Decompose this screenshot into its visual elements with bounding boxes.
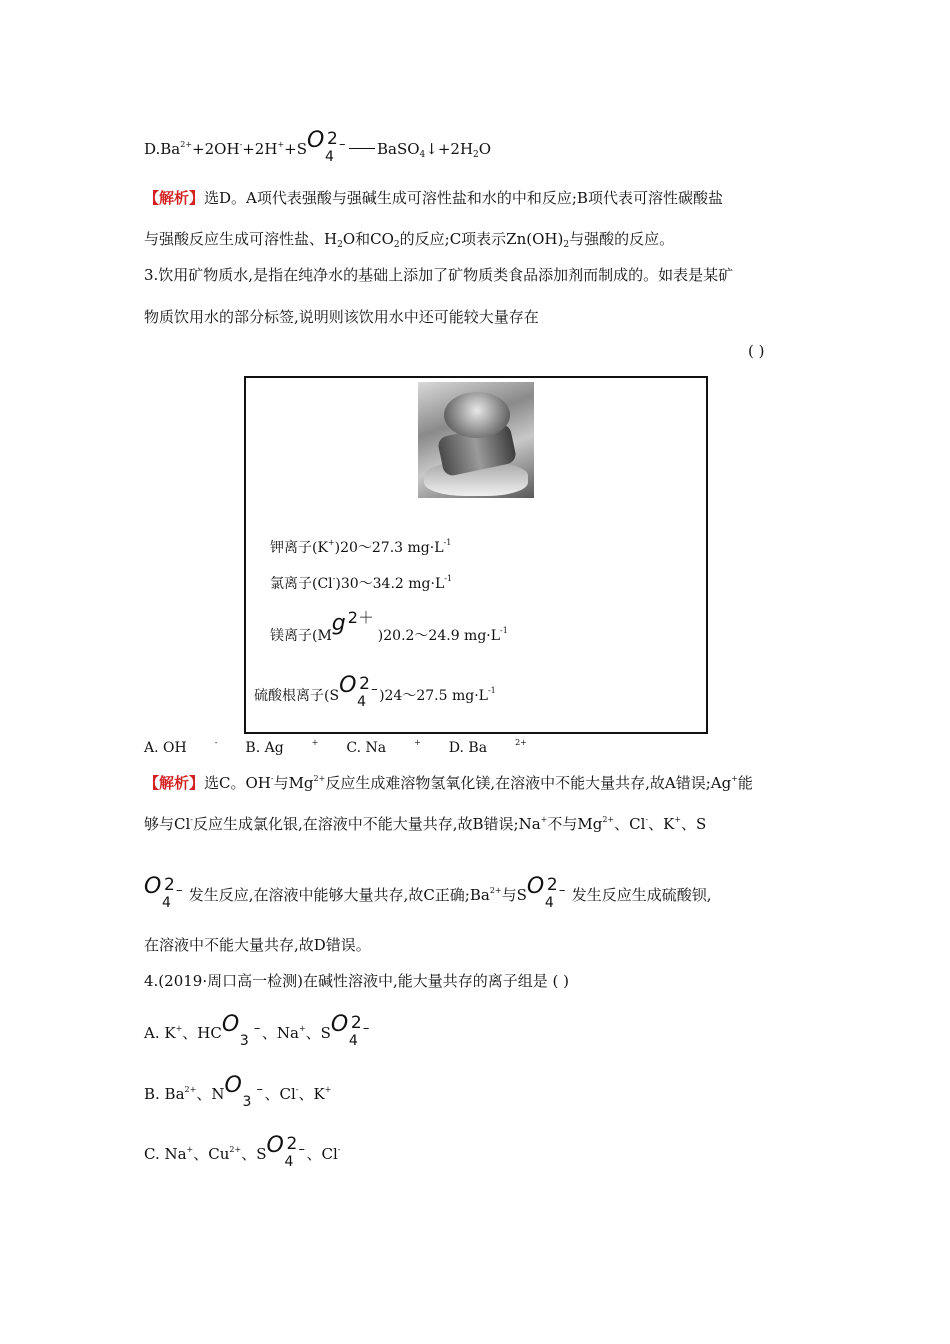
- text: 与强酸反应生成可溶性盐、H: [144, 230, 338, 248]
- text: )20.2～24.9 mg·L: [377, 628, 501, 644]
- text: 、S: [305, 1024, 331, 1042]
- text: 、Cl: [306, 1145, 338, 1163]
- text: 、K: [298, 1085, 325, 1103]
- text: 反应生成难溶物氢氧化镁,在溶液中不能大量共存,故A错误;Ag: [325, 774, 732, 792]
- text: O和CO: [342, 230, 394, 248]
- question-3-line-2: 物质饮用水的部分标签,说明则该饮用水中还可能较大量存在: [144, 308, 539, 326]
- ion-o: O: [307, 128, 325, 153]
- ion-subscript: 4: [348, 1033, 358, 1049]
- charge: +: [186, 1145, 194, 1154]
- text: 够与Cl: [144, 815, 191, 833]
- text: )20～27.3 mg·L: [334, 540, 444, 556]
- analysis-2-line-2: [144, 228, 674, 250]
- text: 、S: [241, 1145, 267, 1163]
- text: )24～27.5 mg·L: [379, 688, 488, 704]
- ion-charge: –: [253, 1021, 261, 1036]
- text: B. Ag: [245, 740, 284, 756]
- ion-subscript: 4: [544, 895, 554, 911]
- ion-o: O: [339, 673, 357, 698]
- sulfate-ion-formula: [266, 1133, 306, 1170]
- ion-o: O: [330, 1012, 349, 1037]
- text: 镁离子(M: [270, 628, 332, 644]
- ion-o: O: [221, 1012, 240, 1037]
- ion-superscript: 2: [359, 674, 370, 694]
- sulfate-ion-formula: [144, 874, 184, 911]
- option-b[interactable]: [245, 740, 318, 756]
- analysis-3-line-4: 在溶液中不能大量共存,故D错误。: [144, 936, 371, 954]
- text: D. Ba: [448, 740, 488, 756]
- ion-subscript: 4: [325, 149, 334, 165]
- ion-charge: 2＋: [347, 608, 374, 627]
- text: 能: [737, 774, 753, 792]
- text: 硫酸根离子(S: [254, 688, 340, 704]
- unit-exponent: -1: [487, 686, 496, 695]
- charge: -: [295, 1085, 299, 1094]
- charge: 2+: [602, 815, 615, 824]
- charge: 2+: [313, 774, 326, 783]
- text: 选C。OH: [204, 774, 271, 792]
- text: 与Mg: [273, 774, 314, 792]
- charge: 2+: [184, 1085, 197, 1094]
- ion-superscript: 2: [546, 875, 558, 895]
- text: )30～34.2 mg·L: [335, 576, 445, 592]
- charge: +: [175, 1024, 183, 1033]
- unit-exponent: -1: [444, 574, 453, 583]
- ion-charge: –: [256, 1082, 263, 1097]
- ion-superscript: 2: [327, 129, 338, 149]
- ion-o: O: [266, 1133, 284, 1158]
- charge: -: [214, 738, 218, 747]
- ion-o: O: [526, 874, 545, 899]
- text: C. Na: [144, 1145, 187, 1163]
- text: 、Cu: [193, 1145, 230, 1163]
- label-chloride: [270, 574, 452, 594]
- subscript: 2: [337, 240, 343, 250]
- text: 、N: [196, 1085, 225, 1103]
- ion-subscript: 3: [239, 1033, 249, 1049]
- label-magnesium: [270, 608, 508, 646]
- text: 、Cl: [264, 1085, 296, 1103]
- subscript: 2: [393, 240, 400, 250]
- charge: +: [674, 815, 682, 824]
- text: 与S: [501, 886, 527, 904]
- text: A. OH: [144, 740, 187, 756]
- charge: 2+: [229, 1145, 242, 1154]
- analysis-tag: 【解析】: [144, 189, 205, 207]
- text: 钾离子(K: [270, 540, 328, 556]
- text: A. K: [144, 1024, 176, 1042]
- charge: 2+: [515, 738, 527, 747]
- charge: 2+: [180, 140, 193, 149]
- equals-line: [349, 148, 375, 149]
- magnesium-ion-formula: [331, 608, 378, 646]
- ion-charge: –: [362, 1021, 370, 1036]
- charge: 2+: [489, 886, 502, 895]
- analysis-2-line-1: [144, 187, 723, 209]
- ion-charge: –: [298, 1142, 305, 1157]
- question-4-option-a[interactable]: [144, 1012, 371, 1049]
- text: 发生反应生成硫酸钡,: [571, 886, 712, 904]
- subscript: 2: [563, 240, 570, 250]
- charge: +: [277, 140, 285, 149]
- unit-exponent: -1: [443, 538, 452, 547]
- nitrate-ion-formula: [224, 1073, 264, 1110]
- text: C. Na: [346, 740, 387, 756]
- sulfate-ion-formula: [307, 128, 347, 165]
- ion-charge: –: [558, 883, 566, 898]
- text: +2H: [242, 140, 278, 158]
- text: +S: [284, 140, 307, 158]
- label-sulfate: [254, 673, 496, 710]
- text: 氯离子(Cl: [270, 576, 333, 592]
- ion-g: g: [331, 611, 346, 636]
- text: 、S: [681, 815, 707, 833]
- sulfate-ion-formula: [339, 673, 379, 710]
- question-4-option-c[interactable]: [144, 1133, 341, 1170]
- charge: -: [332, 574, 336, 583]
- subscript: 2: [473, 150, 479, 160]
- text: +2OH: [192, 140, 240, 158]
- text: 、Na: [261, 1024, 299, 1042]
- charge: +: [540, 815, 548, 824]
- sulfate-ion-formula: [330, 1012, 371, 1049]
- question-3-line-1: 3.饮用矿物质水,是指在纯净水的基础上添加了矿物质类食品添加剂而制成的。如表是某矿: [144, 266, 734, 284]
- label-potassium: [270, 538, 451, 558]
- analysis-3-line-2: [144, 813, 706, 835]
- charge: -: [337, 1145, 341, 1154]
- ion-o: O: [224, 1073, 242, 1098]
- unit-exponent: -1: [500, 626, 508, 635]
- text: 的反应;C项表示Zn(OH): [399, 230, 564, 248]
- ion-superscript: 2: [164, 875, 175, 895]
- carbonate-ion-formula: [221, 1012, 262, 1049]
- ion-subscript: 4: [357, 694, 366, 710]
- answer-paren: ( ): [748, 342, 765, 360]
- text: O: [478, 140, 492, 158]
- charge: -: [645, 815, 649, 824]
- water-bottle-image: [418, 382, 534, 498]
- ion-superscript: 2: [286, 1134, 298, 1154]
- ion-charge: –: [176, 883, 183, 898]
- ion-o: O: [144, 874, 162, 899]
- text: 与强酸的反应。: [569, 230, 675, 248]
- charge: +: [298, 1024, 306, 1033]
- analysis-3-line-3: [144, 874, 712, 911]
- question-4-stem: 4.(2019·周口高一检测)在碱性溶液中,能大量共存的离子组是 ( ): [144, 972, 569, 990]
- text: 、Cl: [614, 815, 646, 833]
- charge: +: [327, 538, 335, 547]
- charge: -: [270, 774, 274, 783]
- text: 、HC: [182, 1024, 222, 1042]
- charge: -: [190, 815, 193, 824]
- analysis-3-line-1: [144, 772, 753, 794]
- text: BaSO: [377, 140, 420, 158]
- ion-subscript: 3: [242, 1094, 252, 1110]
- sulfate-ion-formula: [526, 874, 567, 911]
- charge: +: [414, 738, 421, 747]
- ion-subscript: 4: [284, 1154, 294, 1170]
- text: 、K: [648, 815, 675, 833]
- option-d[interactable]: [449, 740, 527, 756]
- text: 不与Mg: [547, 815, 603, 833]
- ion-charge: –: [339, 137, 346, 152]
- option-letter: D.: [144, 140, 161, 158]
- text: Ba: [160, 140, 181, 158]
- ion-superscript: 2: [350, 1013, 362, 1033]
- charge: +: [324, 1085, 332, 1094]
- text: 发生反应,在溶液中能够大量共存,故C正确;Ba: [188, 886, 490, 904]
- text: ↓+2H: [425, 140, 474, 158]
- ion-subscript: 4: [162, 895, 171, 911]
- question-3-options: [144, 737, 555, 759]
- option-a[interactable]: [144, 740, 217, 756]
- option-c[interactable]: [346, 740, 420, 756]
- subscript: 4: [419, 150, 426, 160]
- analysis-tag: 【解析】: [144, 774, 205, 792]
- q2-option-d: [144, 128, 492, 165]
- text: B. Ba: [144, 1085, 185, 1103]
- question-4-option-b[interactable]: [144, 1073, 332, 1110]
- charge: -: [239, 140, 243, 149]
- charge: +: [311, 738, 319, 747]
- ion-charge: –: [371, 682, 378, 697]
- bottle-cap: [444, 392, 510, 438]
- text: 反应生成氯化银,在溶液中不能大量共存,故B错误;Na: [192, 815, 541, 833]
- text: 选D。A项代表强酸与强碱生成可溶性盐和水的中和反应;B项代表可溶性碳酸盐: [204, 189, 723, 207]
- charge: +: [731, 774, 738, 783]
